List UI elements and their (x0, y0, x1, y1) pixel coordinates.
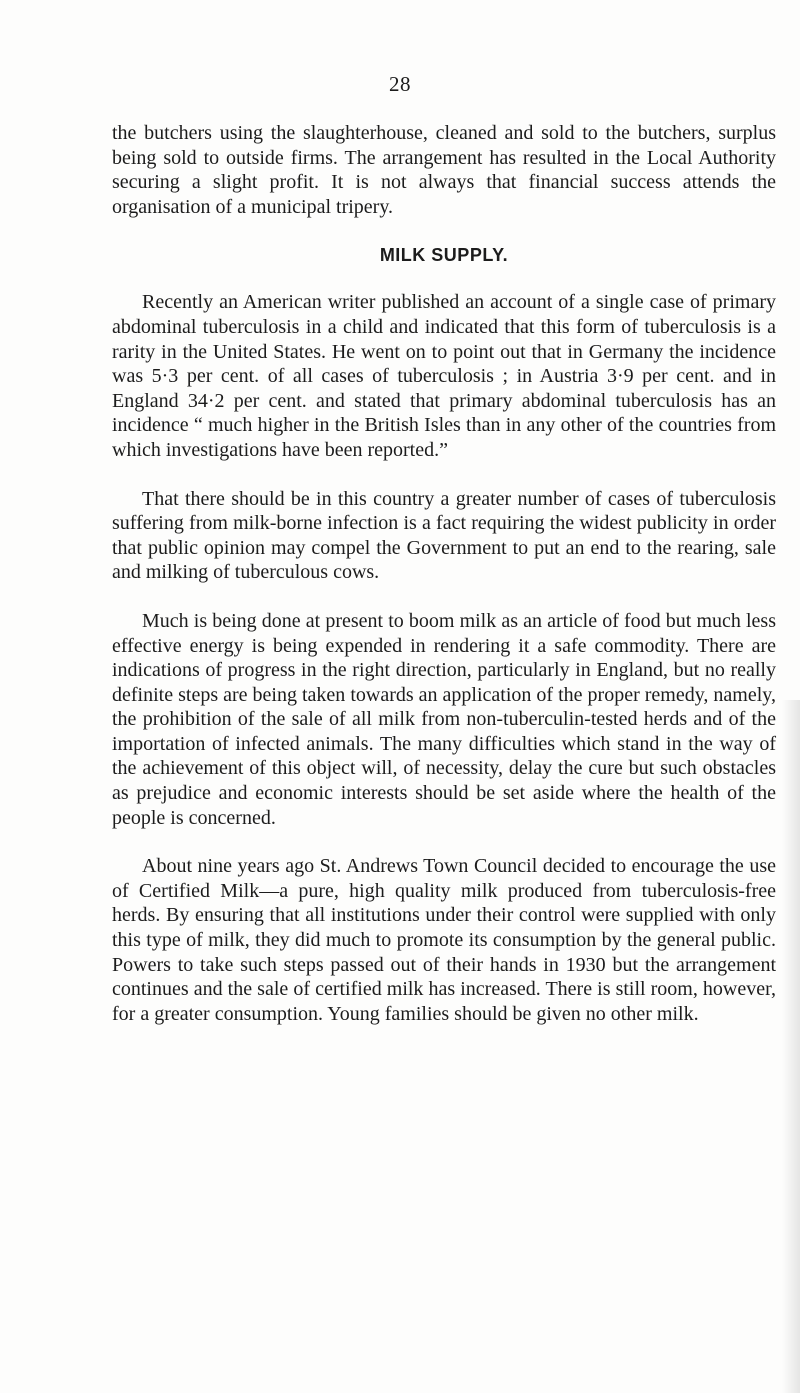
page-edge-shadow (782, 700, 800, 1393)
paragraph-milk-borne-infection: That there should be in this country a greater number of cases of tuberculosis suffering from milk-borne infection is a fact requiring the widest publicity in order that public opinion may compel the Government to put an end to the rearing, sale and milking of tuberculous cows. (112, 487, 776, 584)
section-heading: MILK SUPPLY. (379, 245, 509, 266)
intro-paragraph: the butchers using the slaughterhouse, cleaned and sold to the butchers, surplus being sold to outside firms. The arrangement has resulted in the Local Authority securing a slight profit. It is not always that financial success attends the organisation of a municipal tripery. (112, 122, 776, 218)
page-number: 28 (389, 72, 411, 96)
paragraph-certified-milk: About nine years ago St. Andrews Town Council decided to encourage the use of Certified Milk—a pure, high quality milk produced from tuberculosis-free herds. By ensuring that all institutions under their control were supplied with only this type of milk, they did much to promote its consumption by the general public. Powers to take such steps passed out of their hands in 1930 but the arrangement continues and the sale of certified milk has increased. There is still room, however, for a greater consumption. Young families should be given no other milk. (112, 855, 776, 1025)
paragraph-safe-commodity: Much is being done at present to boom milk as an article of food but much less effective energy is being expended in rendering it a safe commodity. There are indications of progress in the right direction, particularly in England, but no really definite steps are being taken towards an application of the proper remedy, namely, the prohibition of the sale of all milk from non-tuberculin-tested herds and of the importation of infected animals. The many difficulties which stand in the way of the achievement of this object will, of necessity, delay the cure but such obstacles as prejudice and economic interests should be set aside where the health of the people is concerned. (112, 609, 776, 829)
page-body (112, 121, 776, 1026)
paragraph-abdominal-tuberculosis: Recently an American writer published an account of a single case of primary abdominal tuberculosis in a child and indicated that this form of tuberculosis is a rarity in the United States. He went on to point out that in Germany the incidence was 5·3 per cent. of all cases of tuberculosis ; in Austria 3·9 per cent. and in England 34·2 per cent. and stated that primary abdominal tuberculosis has an incidence “ much higher in the British Isles than in any other of the countries from which investigations have been reported.” (112, 291, 776, 461)
